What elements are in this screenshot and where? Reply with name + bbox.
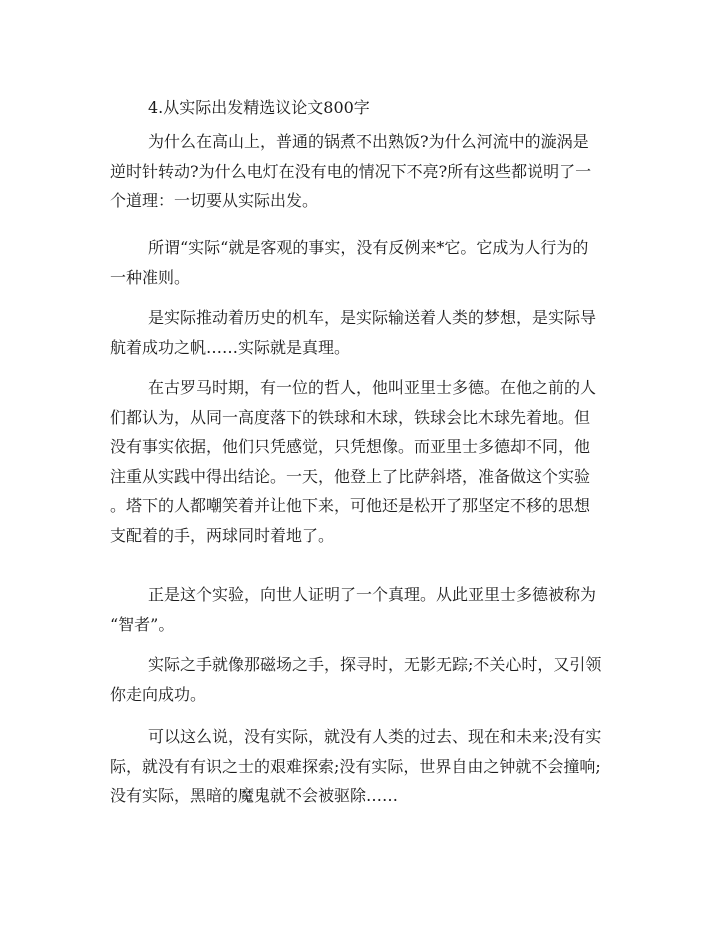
paragraph-line: 你走向成功。: [110, 684, 207, 704]
paragraph-line: 没有实际，黑暗的魔鬼就不会被驱除……: [110, 786, 399, 805]
paragraph: [110, 373, 630, 550]
paragraph: [110, 127, 630, 216]
paragraph-line: 所谓“实际“就是客观的事实，没有反例来*它。它成为人行为的: [148, 238, 589, 257]
paragraph: [110, 580, 630, 639]
paragraph-line: 们都认为，从同一高度落下的铁球和木球，铁球会比木球先着地。但: [110, 407, 591, 427]
paragraph-line: 可以这么说，没有实际，就没有人类的过去、现在和未来;没有实: [148, 727, 602, 746]
paragraph-line: 个道理：一切要从实际出发。: [110, 191, 319, 210]
paragraph-line: “智者”。: [110, 614, 175, 634]
paragraph: [110, 722, 630, 811]
paragraph-line: 没有事实依据，他们只凭感觉，只凭想像。而亚里士多德却不同，他: [110, 437, 591, 456]
paragraph-line: 为什么在高山上，普通的锅煮不出熟饭?为什么河流中的漩涡是: [148, 132, 589, 151]
document-heading: 4.从实际出发精选议论文800字: [148, 98, 370, 117]
paragraph-line: 在古罗马时期，有一位的哲人，他叫亚里士多德。在他之前的人: [148, 378, 597, 397]
paragraph-line: 正是这个实验，向世人证明了一个真理。从此亚里士多德被称为: [148, 585, 597, 604]
paragraph: [110, 650, 630, 709]
paragraph-line: 一种准则。: [110, 267, 191, 287]
paragraph-line: 是实际推动着历史的机车，是实际输送着人类的梦想，是实际导: [148, 308, 597, 327]
paragraph-line: 。塔下的人都嘲笑着并让他下来，可他还是松开了那坚定不移的思想: [110, 496, 591, 515]
paragraph-line: 航着成功之帆……实际就是真理。: [110, 337, 351, 357]
paragraph-line: 注重从实践中得出结论。一天，他登上了比萨斜塔，准备做这个实验: [110, 466, 591, 486]
paragraph-line: 支配着的手，两球同时着地了。: [110, 525, 335, 545]
paragraph-line: 逆时针转动?为什么电灯在没有电的情况下不亮?所有这些都说明了一: [110, 161, 592, 181]
paragraph-line: 实际之手就像那磁场之手，探寻时，无影无踪;不关心时，又引领: [148, 655, 602, 674]
paragraph: [110, 303, 630, 362]
paragraph-line: 际，就没有有识之士的艰难探索;没有实际，世界自由之钟就不会撞响;: [110, 756, 601, 776]
paragraph: [110, 233, 630, 292]
